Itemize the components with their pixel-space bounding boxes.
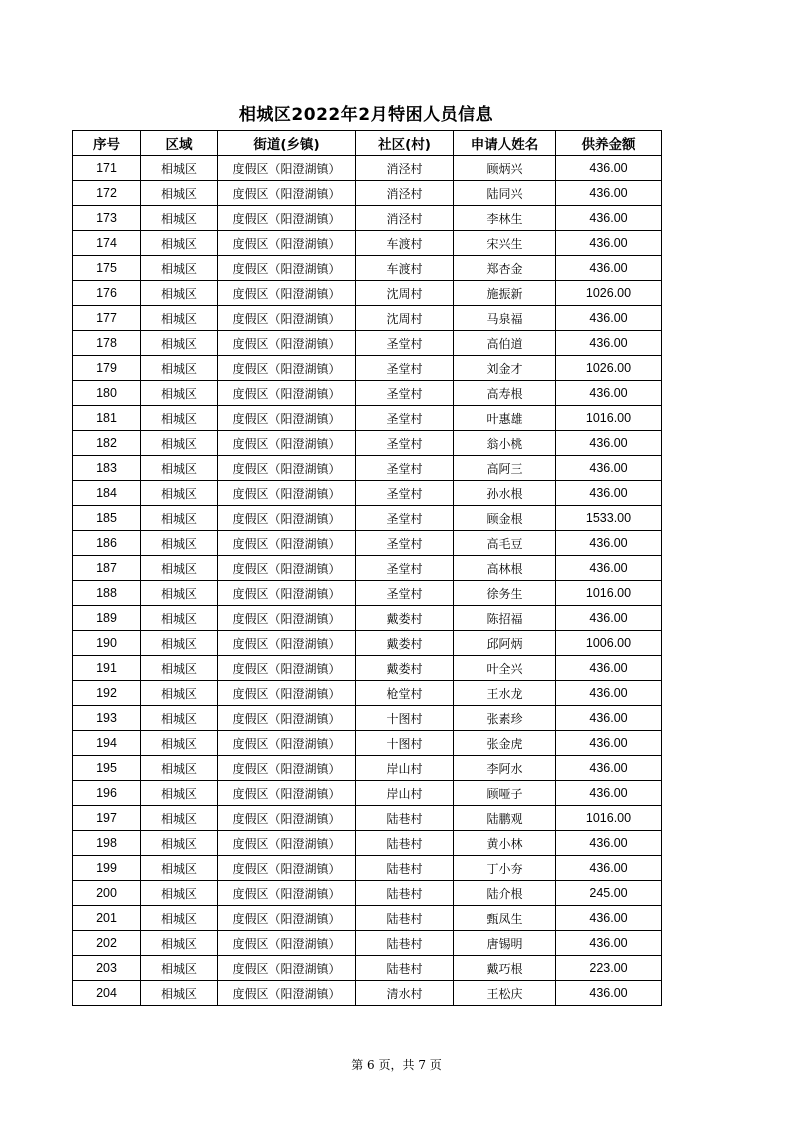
table-row <box>73 306 662 331</box>
page-title: 相城区2022年2月特困人员信息 <box>238 105 494 125</box>
cell-serial-number: 189 <box>73 606 141 631</box>
table-body <box>73 156 662 1006</box>
cell-support-amount: 436.00 <box>556 656 662 681</box>
cell-support-amount: 436.00 <box>556 256 662 281</box>
cell-community-village: 圣堂村 <box>356 531 454 556</box>
header-community-village: 社区(村) <box>356 131 454 156</box>
cell-applicant-name: 陆介根 <box>454 881 556 906</box>
cell-district: 相城区 <box>141 356 218 381</box>
cell-serial-number: 188 <box>73 581 141 606</box>
cell-applicant-name: 戴巧根 <box>454 956 556 981</box>
table-row <box>73 706 662 731</box>
cell-serial-number: 176 <box>73 281 141 306</box>
cell-applicant-name: 李阿水 <box>454 756 556 781</box>
table-row <box>73 881 662 906</box>
cell-serial-number: 174 <box>73 231 141 256</box>
table-row <box>73 281 662 306</box>
cell-community-village: 岸山村 <box>356 781 454 806</box>
table-row <box>73 806 662 831</box>
cell-street-town: 度假区（阳澄湖镇） <box>218 281 356 306</box>
cell-serial-number: 185 <box>73 506 141 531</box>
cell-street-town: 度假区（阳澄湖镇） <box>218 731 356 756</box>
cell-serial-number: 191 <box>73 656 141 681</box>
cell-support-amount: 1533.00 <box>556 506 662 531</box>
cell-street-town: 度假区（阳澄湖镇） <box>218 331 356 356</box>
cell-community-village: 圣堂村 <box>356 581 454 606</box>
cell-street-town: 度假区（阳澄湖镇） <box>218 956 356 981</box>
cell-serial-number: 192 <box>73 681 141 706</box>
cell-street-town: 度假区（阳澄湖镇） <box>218 981 356 1006</box>
table-row <box>73 731 662 756</box>
table-row <box>73 681 662 706</box>
cell-applicant-name: 高林根 <box>454 556 556 581</box>
cell-street-town: 度假区（阳澄湖镇） <box>218 906 356 931</box>
cell-district: 相城区 <box>141 431 218 456</box>
cell-applicant-name: 陆同兴 <box>454 181 556 206</box>
table-row <box>73 981 662 1006</box>
table-row <box>73 406 662 431</box>
cell-district: 相城区 <box>141 706 218 731</box>
cell-district: 相城区 <box>141 531 218 556</box>
cell-street-town: 度假区（阳澄湖镇） <box>218 181 356 206</box>
cell-street-town: 度假区（阳澄湖镇） <box>218 781 356 806</box>
cell-applicant-name: 顾炳兴 <box>454 156 556 181</box>
cell-community-village: 圣堂村 <box>356 381 454 406</box>
cell-street-town: 度假区（阳澄湖镇） <box>218 831 356 856</box>
cell-street-town: 度假区（阳澄湖镇） <box>218 681 356 706</box>
cell-community-village: 车渡村 <box>356 231 454 256</box>
cell-district: 相城区 <box>141 631 218 656</box>
table-row <box>73 506 662 531</box>
cell-applicant-name: 高毛豆 <box>454 531 556 556</box>
cell-community-village: 圣堂村 <box>356 556 454 581</box>
cell-community-village: 陆巷村 <box>356 956 454 981</box>
cell-support-amount: 1026.00 <box>556 281 662 306</box>
cell-serial-number: 193 <box>73 706 141 731</box>
cell-community-village: 岸山村 <box>356 756 454 781</box>
cell-street-town: 度假区（阳澄湖镇） <box>218 531 356 556</box>
cell-support-amount: 436.00 <box>556 156 662 181</box>
cell-support-amount: 1016.00 <box>556 806 662 831</box>
cell-support-amount: 436.00 <box>556 731 662 756</box>
cell-support-amount: 1026.00 <box>556 356 662 381</box>
cell-community-village: 十图村 <box>356 731 454 756</box>
cell-district: 相城区 <box>141 281 218 306</box>
cell-support-amount: 436.00 <box>556 756 662 781</box>
cell-serial-number: 200 <box>73 881 141 906</box>
cell-serial-number: 177 <box>73 306 141 331</box>
cell-support-amount: 436.00 <box>556 906 662 931</box>
cell-support-amount: 1006.00 <box>556 631 662 656</box>
cell-applicant-name: 李林生 <box>454 206 556 231</box>
cell-community-village: 陆巷村 <box>356 831 454 856</box>
cell-community-village: 车渡村 <box>356 256 454 281</box>
cell-serial-number: 183 <box>73 456 141 481</box>
cell-district: 相城区 <box>141 606 218 631</box>
cell-community-village: 陆巷村 <box>356 856 454 881</box>
cell-district: 相城区 <box>141 881 218 906</box>
cell-support-amount: 245.00 <box>556 881 662 906</box>
cell-applicant-name: 高寿根 <box>454 381 556 406</box>
cell-district: 相城区 <box>141 956 218 981</box>
cell-applicant-name: 翁小桃 <box>454 431 556 456</box>
table-row <box>73 606 662 631</box>
cell-district: 相城区 <box>141 331 218 356</box>
cell-street-town: 度假区（阳澄湖镇） <box>218 456 356 481</box>
cell-community-village: 圣堂村 <box>356 431 454 456</box>
cell-community-village: 陆巷村 <box>356 931 454 956</box>
cell-street-town: 度假区（阳澄湖镇） <box>218 606 356 631</box>
cell-community-village: 圣堂村 <box>356 481 454 506</box>
cell-serial-number: 175 <box>73 256 141 281</box>
cell-support-amount: 436.00 <box>556 481 662 506</box>
cell-district: 相城区 <box>141 906 218 931</box>
cell-applicant-name: 陆鹏观 <box>454 806 556 831</box>
table-row <box>73 356 662 381</box>
cell-applicant-name: 陈招福 <box>454 606 556 631</box>
cell-serial-number: 198 <box>73 831 141 856</box>
cell-applicant-name: 宋兴生 <box>454 231 556 256</box>
table-row <box>73 756 662 781</box>
table-row <box>73 431 662 456</box>
cell-applicant-name: 顾哑子 <box>454 781 556 806</box>
cell-support-amount: 436.00 <box>556 931 662 956</box>
cell-serial-number: 180 <box>73 381 141 406</box>
cell-community-village: 陆巷村 <box>356 881 454 906</box>
cell-applicant-name: 叶惠雄 <box>454 406 556 431</box>
table-row <box>73 456 662 481</box>
cell-street-town: 度假区（阳澄湖镇） <box>218 206 356 231</box>
cell-serial-number: 203 <box>73 956 141 981</box>
cell-serial-number: 201 <box>73 906 141 931</box>
cell-serial-number: 179 <box>73 356 141 381</box>
table-row <box>73 206 662 231</box>
cell-serial-number: 190 <box>73 631 141 656</box>
header-serial-number: 序号 <box>73 131 141 156</box>
cell-community-village: 戴娄村 <box>356 631 454 656</box>
table-row <box>73 631 662 656</box>
cell-serial-number: 171 <box>73 156 141 181</box>
cell-applicant-name: 徐务生 <box>454 581 556 606</box>
cell-street-town: 度假区（阳澄湖镇） <box>218 306 356 331</box>
cell-community-village: 沈周村 <box>356 306 454 331</box>
cell-community-village: 消泾村 <box>356 181 454 206</box>
cell-community-village: 消泾村 <box>356 206 454 231</box>
cell-serial-number: 194 <box>73 731 141 756</box>
cell-district: 相城区 <box>141 731 218 756</box>
cell-community-village: 陆巷村 <box>356 906 454 931</box>
cell-community-village: 清水村 <box>356 981 454 1006</box>
cell-support-amount: 436.00 <box>556 331 662 356</box>
cell-district: 相城区 <box>141 181 218 206</box>
cell-applicant-name: 顾金根 <box>454 506 556 531</box>
cell-district: 相城区 <box>141 506 218 531</box>
cell-support-amount: 1016.00 <box>556 406 662 431</box>
cell-community-village: 圣堂村 <box>356 506 454 531</box>
cell-serial-number: 199 <box>73 856 141 881</box>
cell-community-village: 圣堂村 <box>356 406 454 431</box>
header-district: 区域 <box>141 131 218 156</box>
table-row <box>73 931 662 956</box>
cell-support-amount: 436.00 <box>556 381 662 406</box>
cell-support-amount: 436.00 <box>556 556 662 581</box>
cell-street-town: 度假区（阳澄湖镇） <box>218 231 356 256</box>
table-row <box>73 831 662 856</box>
cell-street-town: 度假区（阳澄湖镇） <box>218 406 356 431</box>
cell-applicant-name: 刘金才 <box>454 356 556 381</box>
cell-district: 相城区 <box>141 581 218 606</box>
cell-applicant-name: 王松庆 <box>454 981 556 1006</box>
cell-support-amount: 436.00 <box>556 181 662 206</box>
cell-support-amount: 436.00 <box>556 606 662 631</box>
cell-district: 相城区 <box>141 756 218 781</box>
cell-community-village: 消泾村 <box>356 156 454 181</box>
cell-street-town: 度假区（阳澄湖镇） <box>218 581 356 606</box>
cell-applicant-name: 邱阿炳 <box>454 631 556 656</box>
table-row <box>73 956 662 981</box>
cell-street-town: 度假区（阳澄湖镇） <box>218 856 356 881</box>
cell-community-village: 戴娄村 <box>356 656 454 681</box>
cell-district: 相城区 <box>141 231 218 256</box>
header-applicant-name: 申请人姓名 <box>454 131 556 156</box>
cell-district: 相城区 <box>141 381 218 406</box>
cell-serial-number: 182 <box>73 431 141 456</box>
cell-applicant-name: 施振新 <box>454 281 556 306</box>
cell-street-town: 度假区（阳澄湖镇） <box>218 506 356 531</box>
cell-applicant-name: 唐锡明 <box>454 931 556 956</box>
cell-district: 相城区 <box>141 406 218 431</box>
cell-district: 相城区 <box>141 781 218 806</box>
table-row <box>73 381 662 406</box>
table-row <box>73 781 662 806</box>
cell-applicant-name: 张金虎 <box>454 731 556 756</box>
cell-serial-number: 195 <box>73 756 141 781</box>
cell-applicant-name: 孙水根 <box>454 481 556 506</box>
table-row <box>73 656 662 681</box>
cell-support-amount: 436.00 <box>556 431 662 456</box>
cell-street-town: 度假区（阳澄湖镇） <box>218 756 356 781</box>
cell-street-town: 度假区（阳澄湖镇） <box>218 931 356 956</box>
cell-serial-number: 178 <box>73 331 141 356</box>
cell-street-town: 度假区（阳澄湖镇） <box>218 556 356 581</box>
cell-street-town: 度假区（阳澄湖镇） <box>218 356 356 381</box>
cell-district: 相城区 <box>141 306 218 331</box>
table-row <box>73 156 662 181</box>
cell-serial-number: 196 <box>73 781 141 806</box>
cell-serial-number: 184 <box>73 481 141 506</box>
cell-applicant-name: 甄凤生 <box>454 906 556 931</box>
cell-district: 相城区 <box>141 681 218 706</box>
cell-support-amount: 436.00 <box>556 531 662 556</box>
cell-support-amount: 436.00 <box>556 306 662 331</box>
cell-support-amount: 436.00 <box>556 681 662 706</box>
cell-district: 相城区 <box>141 856 218 881</box>
cell-serial-number: 187 <box>73 556 141 581</box>
cell-district: 相城区 <box>141 206 218 231</box>
table-row <box>73 231 662 256</box>
cell-serial-number: 202 <box>73 931 141 956</box>
cell-district: 相城区 <box>141 156 218 181</box>
cell-serial-number: 197 <box>73 806 141 831</box>
cell-support-amount: 436.00 <box>556 206 662 231</box>
table-header-row <box>73 131 662 156</box>
table-row <box>73 856 662 881</box>
cell-community-village: 陆巷村 <box>356 806 454 831</box>
cell-applicant-name: 高伯道 <box>454 331 556 356</box>
table-row <box>73 556 662 581</box>
cell-support-amount: 223.00 <box>556 956 662 981</box>
cell-applicant-name: 张素珍 <box>454 706 556 731</box>
table-row <box>73 331 662 356</box>
cell-street-town: 度假区（阳澄湖镇） <box>218 806 356 831</box>
cell-district: 相城区 <box>141 656 218 681</box>
cell-street-town: 度假区（阳澄湖镇） <box>218 156 356 181</box>
cell-applicant-name: 黄小林 <box>454 831 556 856</box>
cell-street-town: 度假区（阳澄湖镇） <box>218 881 356 906</box>
cell-support-amount: 436.00 <box>556 981 662 1006</box>
cell-support-amount: 436.00 <box>556 781 662 806</box>
table-row <box>73 906 662 931</box>
table-row <box>73 481 662 506</box>
cell-street-town: 度假区（阳澄湖镇） <box>218 381 356 406</box>
cell-serial-number: 204 <box>73 981 141 1006</box>
cell-district: 相城区 <box>141 981 218 1006</box>
cell-applicant-name: 高阿三 <box>454 456 556 481</box>
table-row <box>73 581 662 606</box>
cell-district: 相城区 <box>141 931 218 956</box>
cell-street-town: 度假区（阳澄湖镇） <box>218 706 356 731</box>
header-support-amount: 供养金额 <box>556 131 662 156</box>
cell-serial-number: 172 <box>73 181 141 206</box>
cell-district: 相城区 <box>141 481 218 506</box>
cell-community-village: 圣堂村 <box>356 331 454 356</box>
cell-street-town: 度假区（阳澄湖镇） <box>218 256 356 281</box>
cell-support-amount: 436.00 <box>556 231 662 256</box>
cell-district: 相城区 <box>141 806 218 831</box>
cell-community-village: 圣堂村 <box>356 456 454 481</box>
cell-street-town: 度假区（阳澄湖镇） <box>218 656 356 681</box>
cell-support-amount: 436.00 <box>556 706 662 731</box>
cell-serial-number: 181 <box>73 406 141 431</box>
cell-applicant-name: 王水龙 <box>454 681 556 706</box>
cell-applicant-name: 丁小夯 <box>454 856 556 881</box>
cell-community-village: 圣堂村 <box>356 356 454 381</box>
table-row <box>73 181 662 206</box>
cell-street-town: 度假区（阳澄湖镇） <box>218 431 356 456</box>
table-row <box>73 256 662 281</box>
cell-district: 相城区 <box>141 456 218 481</box>
cell-serial-number: 173 <box>73 206 141 231</box>
special-hardship-table <box>72 130 662 1006</box>
cell-applicant-name: 郑杏金 <box>454 256 556 281</box>
cell-support-amount: 1016.00 <box>556 581 662 606</box>
cell-support-amount: 436.00 <box>556 831 662 856</box>
cell-community-village: 戴娄村 <box>356 606 454 631</box>
cell-applicant-name: 叶全兴 <box>454 656 556 681</box>
cell-serial-number: 186 <box>73 531 141 556</box>
cell-street-town: 度假区（阳澄湖镇） <box>218 481 356 506</box>
cell-support-amount: 436.00 <box>556 456 662 481</box>
cell-applicant-name: 马泉福 <box>454 306 556 331</box>
cell-community-village: 十图村 <box>356 706 454 731</box>
cell-community-village: 沈周村 <box>356 281 454 306</box>
cell-support-amount: 436.00 <box>556 856 662 881</box>
table-row <box>73 531 662 556</box>
cell-community-village: 枪堂村 <box>356 681 454 706</box>
cell-district: 相城区 <box>141 256 218 281</box>
cell-district: 相城区 <box>141 831 218 856</box>
cell-district: 相城区 <box>141 556 218 581</box>
header-street-town: 街道(乡镇) <box>218 131 356 156</box>
page-footer: 第 6 页，共 7 页 <box>351 1058 442 1072</box>
cell-street-town: 度假区（阳澄湖镇） <box>218 631 356 656</box>
